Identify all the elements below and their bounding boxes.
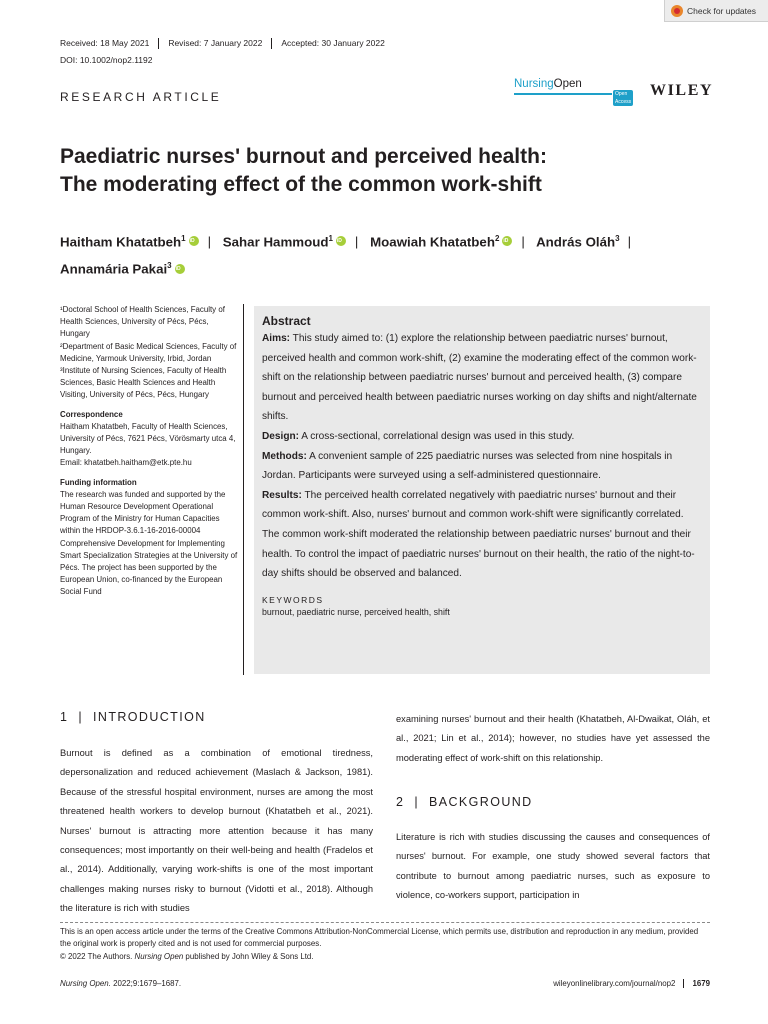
- sidebar-divider: [243, 304, 244, 675]
- copyright-line: [60, 951, 314, 963]
- crossmark-icon: [671, 5, 683, 17]
- introduction-paragraph: Burnout is defined as a combination of emotional tiredness, depersonalization and reduced achievement (Maslach & Jackson, 1981). Because of the stressful hospital environment, nurses are among the most threatened health workers to develop burnout (Khatatbeh et al., 2021). Nurses' burnout is attracting more attention because it has many consequences; most importantly on their well-being and health (Fradelos et al., 2014). Additionally, varying work-shifts is one of the most important challenges making nurses risky to burnout (Vidotti et al., 2018). Although the literature is rich with studies: [60, 748, 373, 914]
- funding-heading: Funding information: [60, 477, 137, 487]
- article-title: [60, 143, 720, 199]
- copyright-prefix: © 2022 The Authors.: [60, 952, 135, 961]
- footer-volume: 2022;9:1679–1687.: [110, 979, 182, 988]
- abstract-heading: Abstract: [262, 314, 311, 328]
- received-date: Received: 18 May 2021: [60, 38, 150, 48]
- open-access-tag: Open Access: [615, 91, 632, 105]
- author-affiliation: 1: [328, 234, 333, 243]
- orcid-icon[interactable]: [336, 236, 346, 246]
- affiliation-3: ³Institute of Nursing Sciences, Faculty of Health Sciences, Basic Health Sciences and Health Visiting, University of Pécs, Pécs, Hungary: [60, 366, 227, 400]
- revised-date: Revised: 7 January 2022: [158, 38, 271, 49]
- section-heading-background: 2 | BACKGROUND: [396, 795, 533, 809]
- journal-name-part1: Nursing: [514, 78, 554, 90]
- author-affiliation: 1: [181, 234, 186, 243]
- copyright-suffix: published by John Wiley & Sons Ltd.: [183, 952, 314, 961]
- abstract-results: [262, 486, 702, 584]
- correspondence-text: Haitham Khatatbeh, Faculty of Health Sciences, University of Pécs, 7621 Pécs, Vörösmarty utca 4, Hungary.: [60, 421, 236, 456]
- methods-text: A convenient sample of 225 paediatric nurses was selected from nine hospitals in Jordan. Participants were surveyed using a self-administered questionnaire.: [262, 450, 673, 482]
- journal-logo[interactable]: [514, 78, 646, 105]
- author-affiliation: 3: [615, 234, 620, 243]
- journal-url-link[interactable]: wileyonlinelibrary.com/journal/nop2: [553, 979, 684, 988]
- abstract-methods: [262, 447, 702, 486]
- publisher-logo[interactable]: WILEY: [650, 82, 714, 99]
- introduction-continuation: examining nurses' burnout and their health (Khatatbeh, Al-Dwaikat, Oláh, et al., 2021; Lin et al., 2014); however, no studies have yet assessed the moderating effect of work-shift on this relationship.: [396, 714, 710, 763]
- results-text: The perceived health correlated negatively with paediatric nurses' burnout and their common work-shift. Also, nurses' burnout and common work-shift were significantly correlated. The common work-shift moderated the relationship between paediatric nurses' burnout and their health. To control the impact of paediatric nurses' burnout on their health, the ratio of the night-to-day shifts should be observed and balanced.: [262, 489, 695, 580]
- results-label: Results:: [262, 489, 302, 501]
- methods-label: Methods:: [262, 450, 307, 462]
- footer-journal: Nursing Open.: [60, 979, 111, 988]
- title-line-1: Paediatric nurses' burnout and perceived health:: [60, 145, 547, 168]
- author-affiliation: 2: [494, 234, 500, 243]
- article-dates: [60, 38, 394, 49]
- aims-text: This study aimed to: (1) explore the relationship between paediatric nurses' burnout, perceived health and common work-shift, (2) examine the moderating effect of the common work-shift on the relationship between paediatric nurses' burnout and perceived health, (3) compare burnout and perceived health between paediatric nurses working on day shifts and night/alternate shifts.: [262, 333, 697, 423]
- section-heading-introduction: 1 | INTRODUCTION: [60, 710, 206, 724]
- background-paragraph: Literature is rich with studies discussing the causes and consequences of nurses' burnout. For example, one study showed several factors that contribute to burnout among paediatric nurses, such as exposure to violence, co-workers support, participation in: [396, 832, 710, 901]
- accepted-date: Accepted: 30 January 2022: [271, 38, 394, 49]
- keywords-heading: KEYWORDS: [262, 594, 324, 605]
- author-name[interactable]: Annamária Pakai: [60, 261, 168, 277]
- license-divider: [60, 922, 710, 923]
- license-text: This is an open access article under the terms of the Creative Commons Attribution-NonCommercial License, which permits use, distribution and reproduction in any medium, provided the original work is properly cited and is not used for commercial purposes.: [60, 927, 699, 948]
- journal-name-part2: Open: [553, 78, 582, 90]
- article-type: RESEARCH ARTICLE: [60, 90, 222, 104]
- affiliation-2: ²Department of Basic Medical Sciences, Faculty of Medicine, Yarmouk University, Irbid, Jordan: [60, 341, 237, 363]
- abstract-design: [262, 427, 702, 447]
- section-title: INTRODUCTION: [93, 710, 206, 724]
- correspondence-heading: Correspondence: [60, 409, 123, 419]
- orcid-icon[interactable]: [189, 236, 199, 246]
- doi[interactable]: DOI: 10.1002/nop2.1192: [60, 55, 153, 65]
- author-list: Haitham Khatatbeh$^1$iD | Sahar Hammoud$^1$iD | Moawiah Khatatbeh$^2$iD | András Oláh$^3$ | Annamária Pakai$^3$iD: [60, 227, 720, 282]
- section-title: BACKGROUND: [429, 795, 533, 809]
- abstract-aims: [262, 329, 702, 427]
- keywords-list: burnout, paediatric nurse, perceived health, shift: [262, 606, 450, 617]
- author-name[interactable]: Haitham Khatatbeh: [60, 234, 182, 250]
- footer-citation: [60, 979, 181, 988]
- design-label: Design:: [262, 430, 300, 442]
- orcid-icon[interactable]: [502, 236, 512, 246]
- author-name[interactable]: Sahar Hammoud: [222, 234, 329, 250]
- check-for-updates-button[interactable]: [664, 0, 768, 22]
- author-name[interactable]: Moawiah Khatatbeh: [370, 234, 495, 250]
- section-number: 2: [396, 795, 405, 809]
- affiliation-1: ¹Doctoral School of Health Sciences, Faculty of Health Sciences, University of Pécs, Pécs, Hungary: [60, 305, 225, 339]
- title-line-2: The moderating effect of the common work-shift: [60, 173, 542, 196]
- copyright-journal: Nursing Open: [134, 952, 184, 961]
- author-affiliation: 3: [167, 261, 172, 271]
- check-for-updates-label: Check for updates: [687, 5, 756, 16]
- orcid-icon[interactable]: [175, 264, 185, 274]
- correspondence-email[interactable]: Email: khatatbeh.haitham@etk.pte.hu: [60, 458, 192, 468]
- footer-right: [524, 979, 710, 988]
- front-matter-sidebar: [60, 304, 238, 599]
- abstract-box: [254, 306, 710, 674]
- page-number: 1679: [692, 979, 710, 988]
- aims-label: Aims:: [262, 333, 291, 344]
- section-number: 1: [60, 710, 69, 724]
- design-text: A cross-sectional, correlational design was used in this study.: [301, 430, 575, 442]
- author-name[interactable]: András Oláh: [536, 234, 616, 250]
- funding-text: The research was funded and supported by the Human Resource Development Operational Program of the Ministry for Human Capacities within the HRDOP-3.6.1-16-2016-00004 Comprehensive Development for Implementing Smart Specialization Strategies at the University of Pécs. The project has been supported by the European Union, co-financed by the European Social Fund: [60, 489, 238, 597]
